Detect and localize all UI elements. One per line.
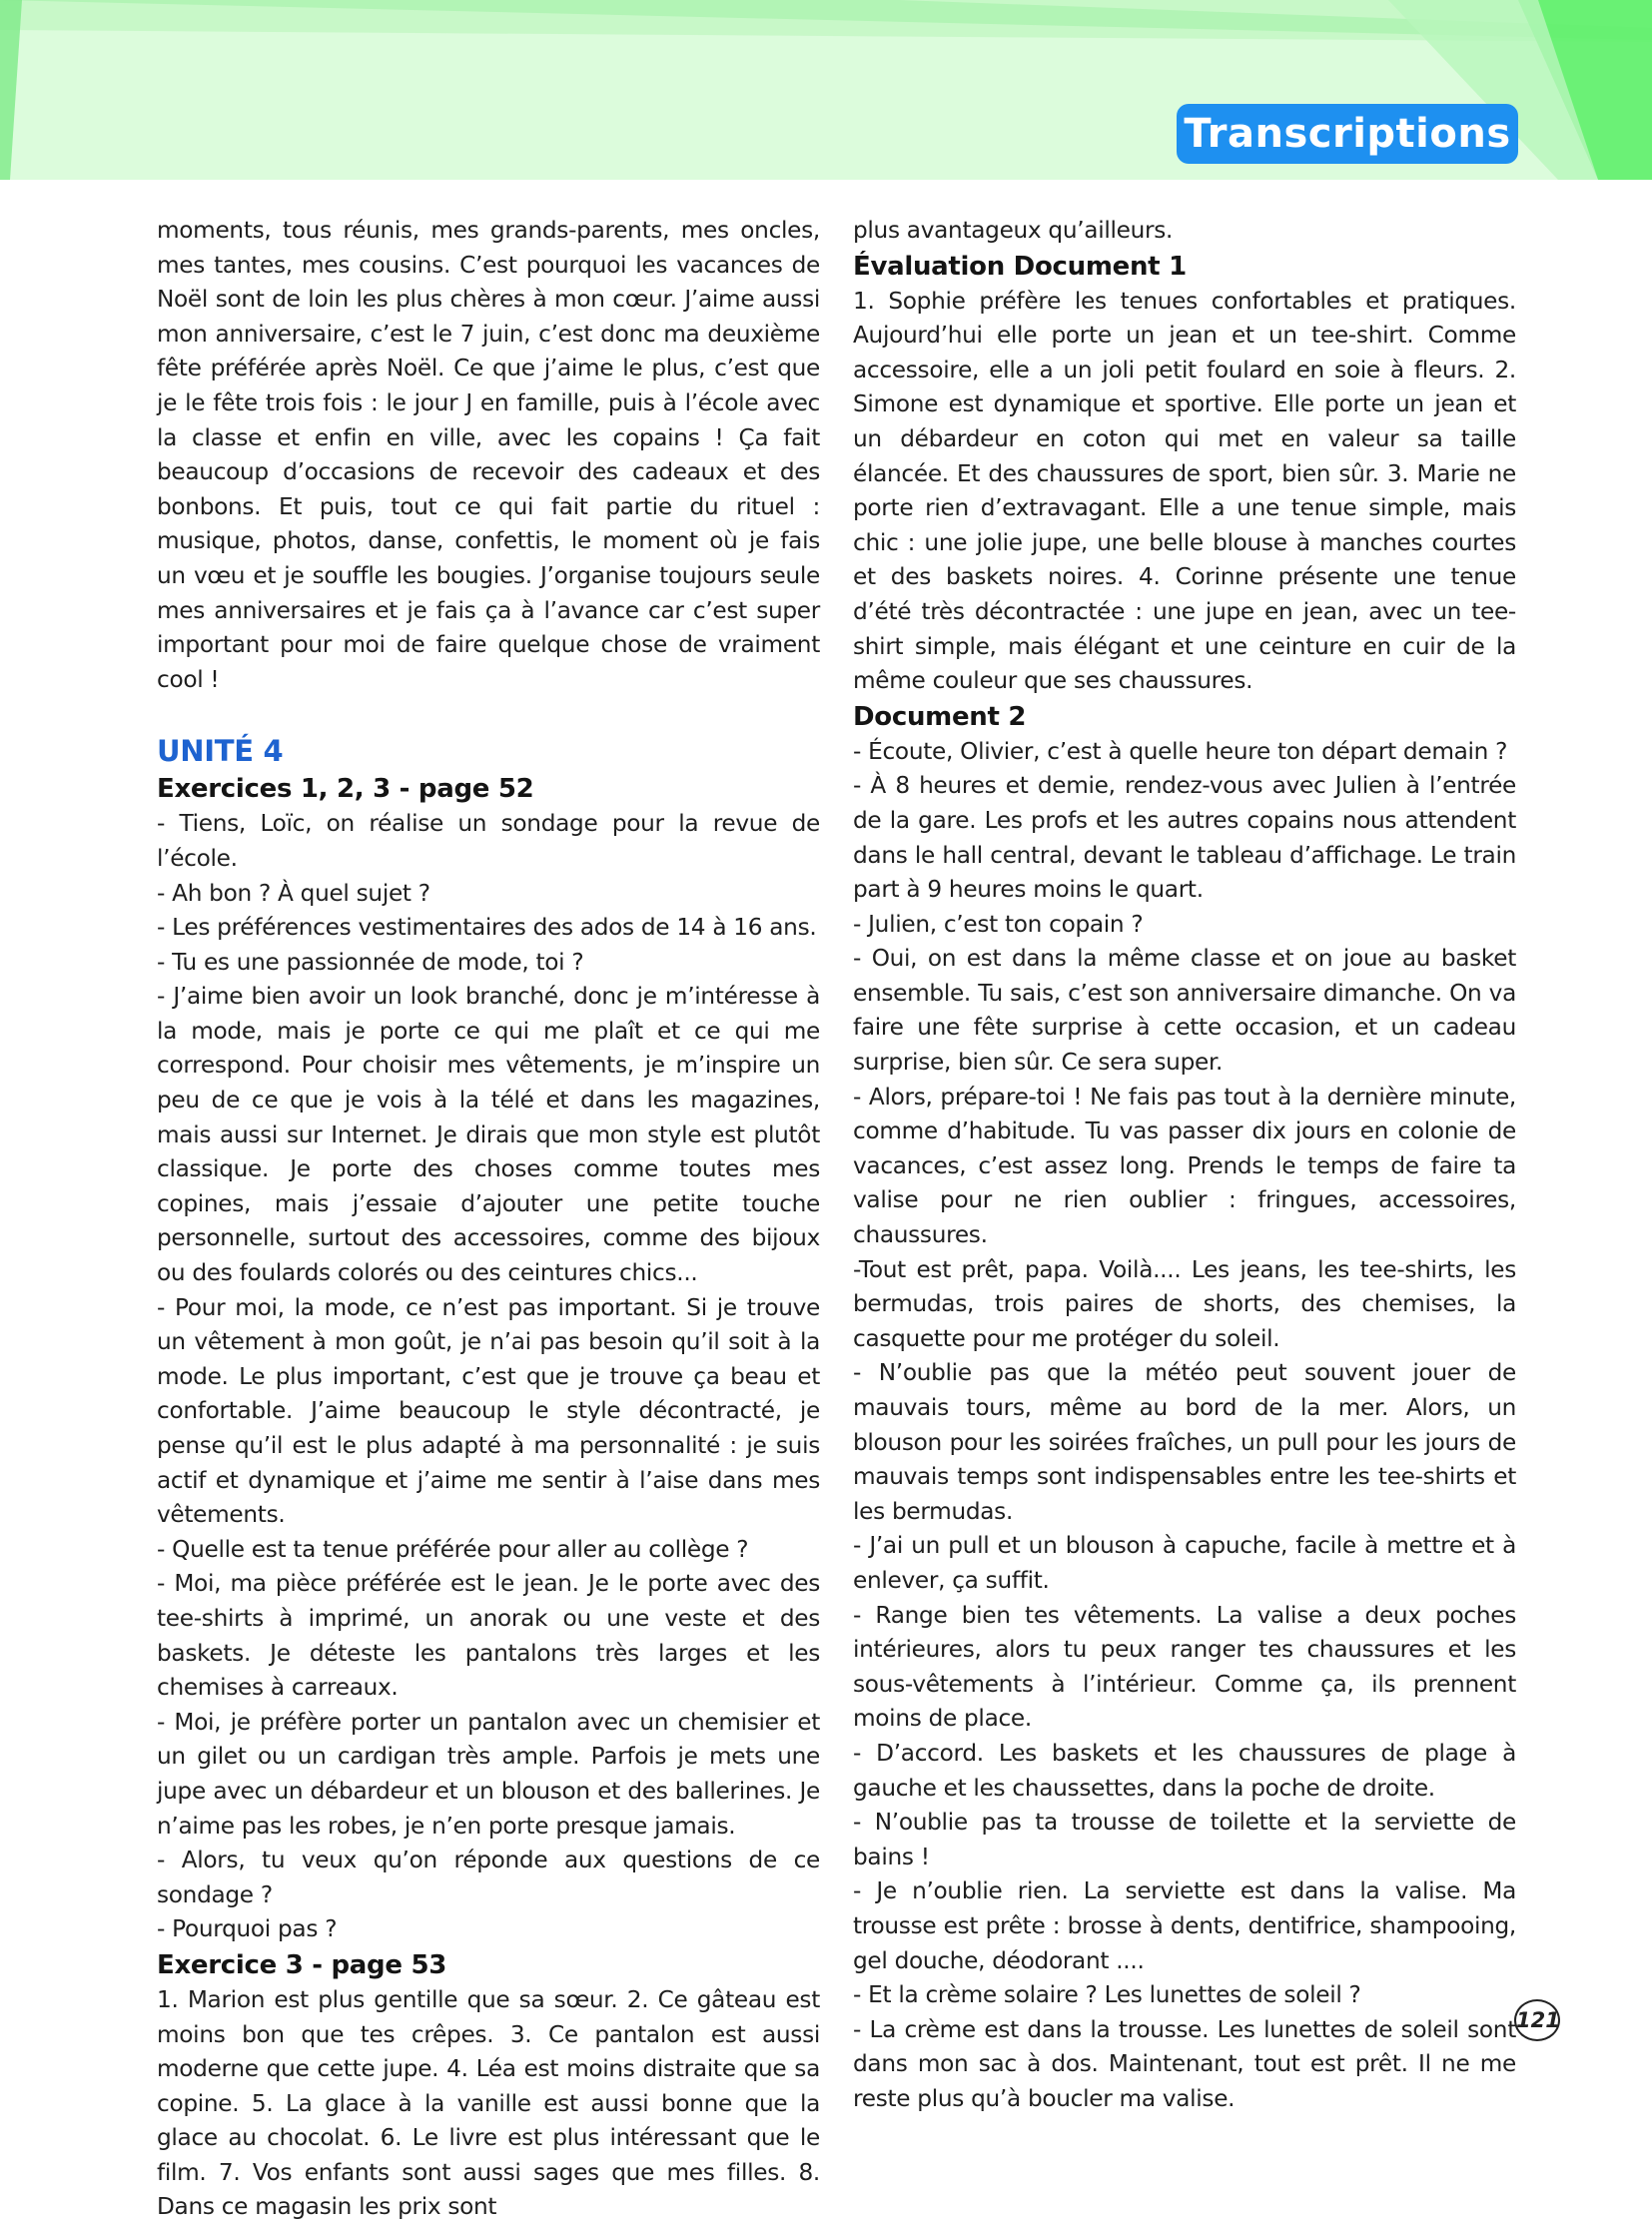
dialog-line: - Pour moi, la mode, ce n’est pas important. Si je trouve un vêtement à mon goût, je n’ai pas besoin qu’il soit à la mode. Le plus important, c’est que je trouve ça beau et confortable. J’aime beaucoup le style décontracté, je pense qu’il est le plus adapté à ma personnalité : je suis actif et dynamique et j’aime me sentir à l’aise dans mes vêtements. bbox=[157, 1293, 820, 1529]
dialog-line: - Et la crème solaire ? Les lunettes de soleil ? bbox=[853, 1981, 1361, 2009]
dialog-line: - Tiens, Loïc, on réalise un sondage pour la revue de l’école. bbox=[157, 810, 820, 872]
page-number: 121 bbox=[1514, 1999, 1560, 2041]
dialog-line: - Oui, on est dans la même classe et on joue au basket ensemble. Tu sais, c’est son anniversaire dimanche. On va faire une fête surprise à cette occasion, et un cadeau surprise, bien sûr. Ce sera super. bbox=[853, 945, 1516, 1077]
evaluation-paragraph: 1. Sophie préfère les tenues confortables et pratiques. Aujourd’hui elle porte un jean et un tee-shirt. Comme accessoire, elle a un joli petit foulard en soie à fleurs. 2. Simone est dynamique et sportive. Elle porte un jean et un débardeur en coton qui met en valeur sa taille élancée. Et des chaussures de sport, bien sûr. 3. Marie ne porte rien d’extravagant. Elle a une tenue simple, mais chic : une jolie jupe, une belle blouse à manches courtes et des baskets noires. 4. Corinne présente une tenue d’été très décontractée : une jupe en jean, avec un tee-shirt simple, mais élégant et une ceinture en cuir de la même couleur que ses chaussures. bbox=[853, 287, 1516, 695]
dialog-line: - J’ai un pull et un blouson à capuche, facile à mettre et à enlever, ça suffit. bbox=[853, 1532, 1516, 1594]
section-heading-exercices-52: Exercices 1, 2, 3 - page 52 bbox=[157, 774, 534, 805]
dialog-line: - J’aime bien avoir un look branché, donc je m’intéresse à la mode, mais je porte ce qui me plaît et ce qui me correspond. Pour choisir mes vêtements, je m’inspire un peu de ce que je vois à la télé et dans les magazines, mais aussi sur Internet. Je dirais que mon style est plutôt classique. Je porte des choses comme toutes mes copines, mais j’essaie d’ajouter une petite touche personnelle, surtout des accessoires, comme des bijoux ou des foulards colorés ou des ceintures chics... bbox=[157, 983, 820, 1287]
dialog-line: - Range bien tes vêtements. La valise a deux poches intérieures, alors tu peux ranger tes chaussures et les sous-vêtements à l’intérieur. Comme ça, ils prennent moins de place. bbox=[853, 1601, 1516, 1733]
dialog-line: - À 8 heures et demie, rendez-vous avec Julien à l’entrée de la gare. Les profs et les autres copains nous attendent dans le hall central, devant le tableau d’affichage. Le train part à 9 heures moins le quart. bbox=[853, 772, 1516, 904]
dialog-line: - N’oublie pas ta trousse de toilette et la serviette de bains ! bbox=[853, 1809, 1516, 1870]
dialog-line: - Les préférences vestimentaires des ados de 14 à 16 ans. bbox=[157, 914, 817, 942]
dialog-line: - Quelle est ta tenue préférée pour aller au collège ? bbox=[157, 1535, 749, 1563]
section-heading-document-2: Document 2 bbox=[853, 701, 1027, 732]
dialog-line: - Tu es une passionnée de mode, toi ? bbox=[157, 948, 584, 976]
dialog-line: - La crème est dans la trousse. Les lunettes de soleil sont dans mon sac à dos. Maintenant, tout est prêt. Il ne me reste plus qu’à boucler ma valise. bbox=[853, 2015, 1516, 2112]
dialog-line: - Moi, je préfère porter un pantalon avec un chemisier et un gilet ou un cardigan très ample. Parfois je mets une jupe avec un débardeur et un blouson et des ballerines. Je n’aime pas les robes, je n’en porte presque jamais. bbox=[157, 1708, 820, 1840]
continuation-text: plus avantageux qu’ailleurs. bbox=[853, 217, 1174, 244]
right-column bbox=[853, 214, 1516, 2116]
exercise-paragraph: 1. Marion est plus gentille que sa sœur. 2. Ce gâteau est moins bon que tes crêpes. 3. Ce pantalon est aussi moderne que cette jupe. 4. Léa est moins distraite que sa copine. 5. La glace à la vanille est aussi bonne que la glace au chocolat. 6. Le livre est plus intéressant que le film. 7. Vos enfants sont aussi sages que mes filles. 8. Dans ce magasin les prix sont bbox=[157, 1985, 820, 2221]
section-heading-exercice-53: Exercice 3 - page 53 bbox=[157, 1949, 447, 1980]
dialog-line: - Julien, c’est ton copain ? bbox=[853, 910, 1144, 938]
dialog-line: - N’oublie pas que la météo peut souvent jouer de mauvais tours, même au bord de la mer. Alors, un blouson pour les soirées fraîches, un pull pour les jours de mauvais temps sont indispensables entre les tee-shirts et les bermudas. bbox=[853, 1359, 1516, 1525]
dialog-line: - Ah bon ? À quel sujet ? bbox=[157, 879, 430, 907]
section-heading-evaluation: Évaluation Document 1 bbox=[853, 251, 1187, 282]
section-title-badge: Transcriptions bbox=[1177, 104, 1518, 164]
header-band bbox=[0, 0, 1652, 180]
dialog-line: -Tout est prêt, papa. Voilà.... Les jeans, les tee-shirts, les bermudas, trois paires de shorts, des chemises, la casquette pour me protéger du soleil. bbox=[853, 1255, 1516, 1352]
dialog-line: - Pourquoi pas ? bbox=[157, 1915, 338, 1943]
intro-paragraph: moments, tous réunis, mes grands-parents, mes oncles, mes tantes, mes cousins. C’est pourquoi les vacances de Noël sont de loin les plus chères à mon cœur. J’aime aussi mon anniversaire, c’est le 7 juin, c’est donc ma deuxième fête préférée après Noël. Ce que j’aime le plus, c’est que je le fête trois fois : le jour J en famille, puis à l’école avec la classe et enfin en ville, avec les copains ! Ça fait beaucoup d’occasions de recevoir des cadeaux et des bonbons. Et puis, tout ce qui fait partie du rituel : musique, photos, danse, confettis, le moment où je fais un vœu et je souffle les bougies. J’organise toujours seule mes anniversaires et je fais ça à l’avance car c’est super important pour moi de faire quelque chose de vraiment cool ! bbox=[157, 217, 820, 693]
dialog-line: - D’accord. Les baskets et les chaussures de plage à gauche et les chaussettes, dans la poche de droite. bbox=[853, 1739, 1516, 1802]
dialog-line: - Je n’oublie rien. La serviette est dans la valise. Ma trousse est prête : brosse à dents, dentifrice, shampooing, gel douche, déodorant .... bbox=[853, 1877, 1516, 1974]
dialog-line: - Moi, ma pièce préférée est le jean. Je le porte avec des tee-shirts à imprimé, un anorak ou une veste et des baskets. Je déteste les pantalons très larges et les chemises à carreaux. bbox=[157, 1570, 820, 1702]
unit-heading: UNITÉ 4 bbox=[157, 734, 284, 769]
left-column bbox=[157, 214, 820, 2225]
dialog-line: - Écoute, Olivier, c’est à quelle heure ton départ demain ? bbox=[853, 737, 1508, 765]
dialog-line: - Alors, tu veux qu’on réponde aux questions de ce sondage ? bbox=[157, 1847, 820, 1908]
dialog-line: - Alors, prépare-toi ! Ne fais pas tout à la dernière minute, comme d’habitude. Tu vas passer dix jours en colonie de vacances, c’est assez long. Prends le temps de faire ta valise pour ne rien oublier : fringues, accessoires, chaussures. bbox=[853, 1083, 1516, 1249]
